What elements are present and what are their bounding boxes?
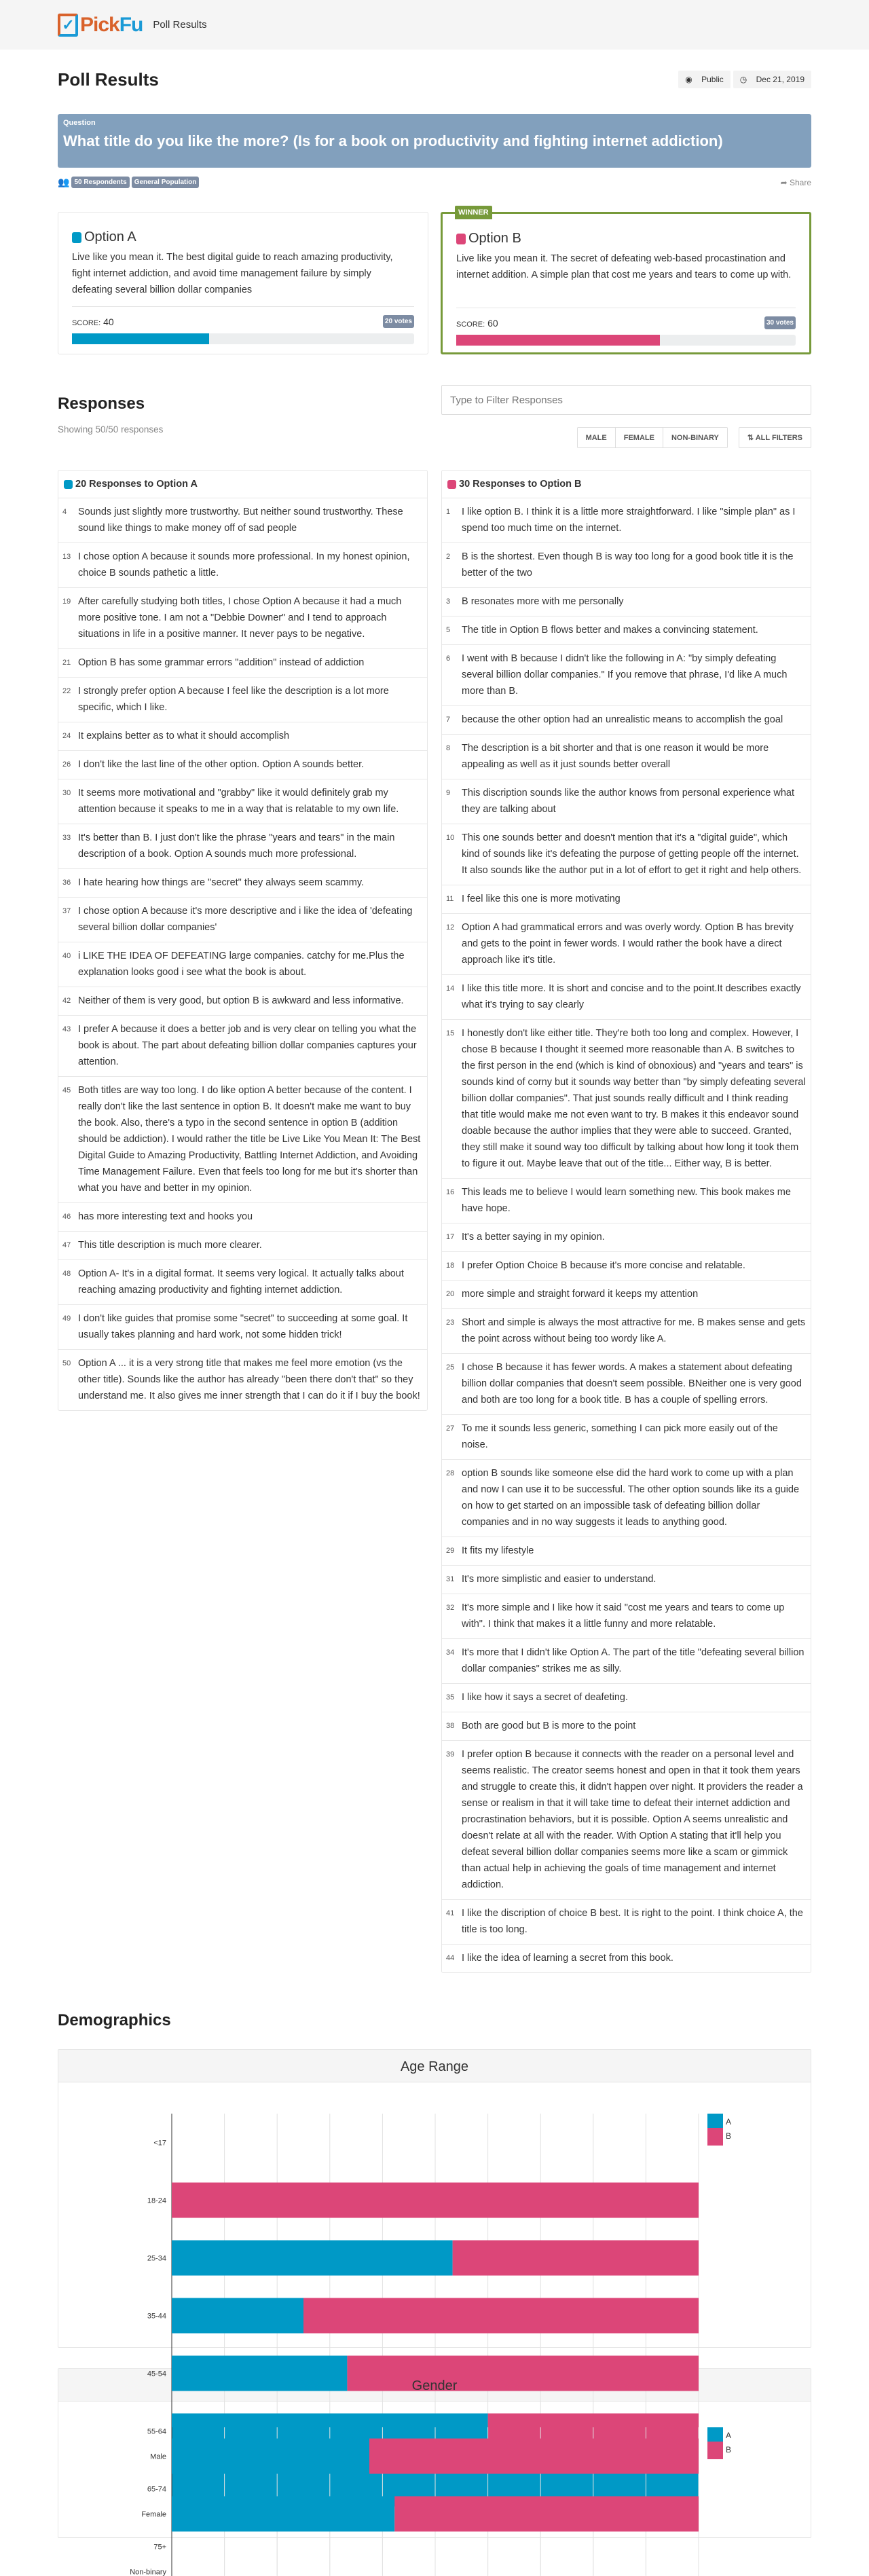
response-text: It seems more motivational and "grabby" like it would definitely grab my attention because it speaks to me in a way that is relatable to my own life.: [78, 785, 423, 817]
legend-label: A: [726, 2117, 731, 2127]
response-item: [58, 588, 427, 649]
question-label: Question: [63, 119, 806, 127]
bar-b-male: [369, 2439, 699, 2474]
option-a-card: [58, 212, 428, 354]
score-label: SCORE:: [72, 319, 100, 327]
option-name: Option A: [84, 229, 136, 245]
response-number: 41: [446, 1905, 462, 1938]
y-tick-label: Female: [141, 2511, 166, 2519]
column-header: 30 Responses to Option B: [459, 479, 581, 490]
response-text: I like this title more. It is short and concise and to the point.It describes exactly what it's trying to say clearly: [462, 980, 807, 1013]
option-a-color-swatch: [64, 480, 73, 489]
response-number: 1: [446, 504, 462, 536]
response-number: 39: [446, 1746, 462, 1893]
response-item: [442, 1566, 811, 1594]
response-text: I like the idea of learning a secret from this book.: [462, 1950, 673, 1966]
response-text: because the other option had an unrealistic means to accomplish the goal: [462, 712, 783, 728]
response-item: [442, 543, 811, 588]
response-item: [58, 779, 427, 824]
response-number: 20: [446, 1286, 462, 1302]
response-number: 12: [446, 919, 462, 968]
response-item: [58, 869, 427, 898]
response-text: Option A had grammatical errors and was overly wordy. Option B has brevity and gets to the point in fewer words. I would rather the book have a direct approach like it's title.: [462, 919, 807, 968]
sliders-icon: ⇅: [747, 434, 756, 442]
response-item: [58, 1350, 427, 1410]
response-text: I prefer A because it does a better job and is very clear on telling you what the book is about. The part about defeating billion dollar companies captures your attention.: [78, 1021, 423, 1070]
response-text: I prefer option B because it connects with the reader on a personal level and seems realistic. The creator seems honest and open in that it took them years and struggle to create this, it didn't happen over night. It providers the reader a sense or realism in that it will take time to defeat their internet addiction and procrastination behaviors, but it is possible. Option A seems unrealistic and doesn't relate at all with the reader. With Option A stating that it'll help you defeat several billion dollar companies seems more like a scam or gimmick than actual help in achieving the goals of time management and internet addiction.: [462, 1746, 807, 1893]
response-item: [442, 1354, 811, 1415]
response-item: [58, 1016, 427, 1077]
response-text: Both titles are way too long. I do like option A better because of the content. I really don't like the last sentence in option B. It doesn't make me want to buy the book. Also, there's a typo in the second sentence in option B (addition should be addiction). I would rather the title be Live Like You Mean It: The Best Digital Guide to Amazing Productivity, Battling Internet Addiction, and Avoiding Time Management Failure. Even that feels too long for me but it's shorter than what you have and better in my opinion.: [78, 1082, 423, 1196]
response-item: [442, 1537, 811, 1566]
response-item: [442, 588, 811, 617]
response-text: I chose option A because it's more descriptive and i like the idea of 'defeating several billion dollar companies': [78, 903, 423, 936]
responses-heading: Responses: [58, 394, 163, 413]
date-badge: ◷ Dec 21, 2019: [733, 71, 811, 88]
response-number: 40: [62, 948, 78, 980]
response-text: The title in Option B flows better and makes a convincing statement.: [462, 622, 758, 638]
response-text: To me it sounds less generic, something I can pick more easily out of the noise.: [462, 1420, 807, 1453]
response-number: 21: [62, 655, 78, 671]
response-number: 18: [446, 1257, 462, 1274]
option-a-color-swatch: [72, 232, 81, 243]
winner-badge: WINNER: [455, 206, 492, 219]
y-tick-label: 45-54: [147, 2370, 166, 2378]
response-item: [442, 1945, 811, 1972]
response-text: Option A- It's in a digital format. It seems very logical. It actually talks about reaching amazing productivity and fighting internet addiction.: [78, 1266, 423, 1298]
bar-b-45-54: [347, 2356, 699, 2391]
response-number: 32: [446, 1600, 462, 1632]
response-text: Short and simple is always the most attractive for me. B makes sense and gets the point across without being too wordy like A.: [462, 1314, 807, 1347]
response-text: Neither of them is very good, but option B is awkward and less informative.: [78, 993, 404, 1009]
votes-badge: 30 votes: [764, 316, 796, 329]
response-text: The description is a bit shorter and that is one reason it would be more appealing as well as it just sounds better overall: [462, 740, 807, 773]
response-text: It's more that I didn't like Option A. The part of the title "defeating several billion dollar companies" strikes me as silly.: [462, 1644, 807, 1677]
response-text: i LIKE THE IDEA OF DEFEATING large companies. catchy for me.Plus the explanation looks good i see what the book is about.: [78, 948, 423, 980]
response-number: 42: [62, 993, 78, 1009]
response-item: [442, 975, 811, 1020]
response-item: [442, 914, 811, 975]
response-number: 4: [62, 504, 78, 536]
question-text: What title do you like the more? (Is for a book on productivity and fighting internet addiction): [63, 132, 806, 150]
share-icon: ➦: [781, 178, 790, 187]
response-text: This leads me to believe I would learn something new. This book makes me have hope.: [462, 1184, 807, 1217]
response-item: [442, 1309, 811, 1354]
response-number: 25: [446, 1359, 462, 1408]
y-tick-label: 65-74: [147, 2486, 166, 2494]
response-text: I prefer Option Choice B because it's more concise and relatable.: [462, 1257, 745, 1274]
response-text: This discription sounds like the author knows from personal experience what they are talking about: [462, 785, 807, 817]
response-text: I like the discription of choice B best. It is right to the point. I think choice A, the title is too long.: [462, 1905, 807, 1938]
response-item: [442, 1594, 811, 1639]
top-nav: [0, 0, 869, 50]
bar-a-25-34: [172, 2241, 453, 2276]
response-number: 7: [446, 712, 462, 728]
bar-b-female: [394, 2497, 699, 2532]
response-number: 29: [446, 1543, 462, 1559]
response-item: [58, 498, 427, 543]
response-text: I strongly prefer option A because I feel like the description is a lot more specific, which I like.: [78, 683, 423, 716]
response-item: [442, 779, 811, 824]
chart-title: Gender: [58, 2369, 811, 2402]
response-number: 48: [62, 1266, 78, 1298]
response-item: [442, 1900, 811, 1945]
response-item: [442, 617, 811, 645]
y-tick-label: 18-24: [147, 2197, 166, 2205]
response-text: I don't like guides that promise some "secret" to succeeding at some goal. It usually takes planning and hard work, not some hidden trick!: [78, 1310, 423, 1343]
filter-male-button[interactable]: MALE: [578, 428, 615, 447]
response-text: I chose option A because it sounds more professional. In my honest opinion, choice B sounds pathetic a little.: [78, 549, 423, 581]
response-number: 26: [62, 756, 78, 773]
response-number: 49: [62, 1310, 78, 1343]
response-item: [58, 898, 427, 942]
response-item: [58, 1232, 427, 1260]
response-item: [442, 1179, 811, 1223]
legend-swatch-b: [707, 2128, 723, 2146]
population-badge: General Population: [132, 177, 200, 188]
response-item: [58, 678, 427, 722]
response-text: It's more simple and I like how it said "cost me years and tears to come up with". I think that makes it a little funny and more relatable.: [462, 1600, 807, 1632]
response-item: [58, 751, 427, 779]
response-item: [58, 987, 427, 1016]
response-text: B resonates more with me personally: [462, 593, 624, 610]
column-header: 20 Responses to Option A: [75, 479, 198, 490]
response-number: 8: [446, 740, 462, 773]
bar-b-25-34: [453, 2241, 699, 2276]
response-number: 22: [62, 683, 78, 716]
score-bar-fill: [72, 333, 209, 344]
score-value: 60: [487, 318, 498, 329]
response-text: B is the shortest. Even though B is way too long for a good book title it is the better of the two: [462, 549, 807, 581]
chart-title: Age Range: [58, 2050, 811, 2082]
response-item: [442, 1460, 811, 1537]
bar-a-male: [172, 2439, 369, 2474]
response-text: option B sounds like someone else did the hard work to come up with a plan and now I can use it to be successful. The other option sounds like its a guide on how to get started on an impossible task of defeating billion dollar companies and in no way suggests it leads to anything good.: [462, 1465, 807, 1530]
option-name: Option B: [468, 231, 521, 246]
response-text: It's more simplistic and easier to understand.: [462, 1571, 656, 1587]
response-number: 31: [446, 1571, 462, 1587]
response-number: 30: [62, 785, 78, 817]
response-number: 44: [446, 1950, 462, 1966]
response-text: After carefully studying both titles, I chose Option A because it had a much more positive tone. I am not a "Debbie Downer" and I tend to approach situations in life in a positive manner. It never pays to be negative.: [78, 593, 423, 642]
response-number: 46: [62, 1209, 78, 1225]
response-text: It fits my lifestyle: [462, 1543, 534, 1559]
demographics-heading: Demographics: [58, 2011, 811, 2030]
option-a-responses: [58, 470, 428, 1411]
response-text: has more interesting text and hooks you: [78, 1209, 253, 1225]
y-tick-label: Male: [150, 2453, 166, 2461]
response-number: 37: [62, 903, 78, 936]
response-number: 15: [446, 1025, 462, 1172]
response-text: This title description is much more clearer.: [78, 1237, 262, 1253]
response-item: [442, 1252, 811, 1281]
filter-responses-input[interactable]: [441, 385, 811, 415]
response-number: 27: [446, 1420, 462, 1453]
pickfu-logo[interactable]: ✓ Pick Fu: [58, 14, 143, 37]
response-number: 28: [446, 1465, 462, 1530]
response-text: I chose B because it has fewer words. A makes a statement about defeating billion dollar companies that doesn't seem possible. BNeither one is very good and both are too long for a book title. B has a couple of spelling errors.: [462, 1359, 807, 1408]
response-item: [58, 1077, 427, 1203]
response-item: [442, 1223, 811, 1252]
response-item: [442, 1684, 811, 1712]
y-tick-label: 35-44: [147, 2313, 166, 2321]
legend-swatch-b: [707, 2442, 723, 2459]
y-tick-label: 55-64: [147, 2428, 166, 2436]
bar-a-35-44: [172, 2298, 303, 2334]
response-number: 13: [62, 549, 78, 581]
nav-section-title: Poll Results: [153, 19, 206, 31]
response-number: 10: [446, 830, 462, 879]
response-text: This one sounds better and doesn't mention that it's a "digital guide", which kind of sounds like it's defeating the purpose of getting people off the internet. It also sounds like the author put in a lot of effort to get it right and help others.: [462, 830, 807, 879]
response-item: [442, 735, 811, 779]
response-text: Sounds just slightly more trustworthy. But neither sound trustworthy. These sound like things to make money off of sad people: [78, 504, 423, 536]
y-tick-label: 75+: [153, 2543, 166, 2552]
age-range-chart: [58, 2082, 811, 2347]
response-item: [58, 1203, 427, 1232]
response-item: [442, 645, 811, 706]
option-b-color-swatch: [447, 480, 456, 489]
response-item: [58, 722, 427, 751]
users-icon: 👥: [58, 177, 69, 188]
legend-label: B: [726, 2445, 731, 2454]
response-text: I like how it says a secret of deafeting.: [462, 1689, 628, 1706]
response-text: It's a better saying in my opinion.: [462, 1229, 605, 1245]
bar-b-35-44: [303, 2298, 699, 2334]
response-text: more simple and straight forward it keeps my attention: [462, 1286, 698, 1302]
response-item: [442, 498, 811, 543]
bar-b-18-24: [172, 2183, 699, 2218]
score-bar: [72, 333, 414, 344]
response-number: 35: [446, 1689, 462, 1706]
response-item: [58, 649, 427, 678]
visibility-badge: ◉ Public: [678, 71, 731, 88]
option-b-card: [441, 212, 811, 354]
response-text: I honestly don't like either title. They're both too long and complex. However, I chose B because I thought it seemed more reasonable than A. B switches to the first person in the end (which is kind of obnoxious) and "years and tears" is sounds kind of corny but it sounds way better than "by simply defeating several billion dollar companies". That just sounds really difficult and I think reading that title would make me not even want to try. B makes it this endeavor sound doable because the author implies that they were able to succeed. Granted, they still make it sound way too difficult by talking about how long it took them to figure it out. Maybe leave that out of the title... Either way, B is better.: [462, 1025, 807, 1172]
response-number: 14: [446, 980, 462, 1013]
response-item: [442, 1712, 811, 1741]
bar-a-female: [172, 2497, 394, 2532]
bar-a-45-54: [172, 2356, 347, 2391]
option-text: Live like you mean it. The best digital guide to reach amazing productivity, fight internet addiction, and avoid time management failure by simply defeating several billion dollar companies: [72, 249, 414, 302]
response-number: 9: [446, 785, 462, 817]
response-number: 24: [62, 728, 78, 744]
response-number: 45: [62, 1082, 78, 1196]
eye-icon: ◉: [682, 71, 698, 88]
responses-count: Showing 50/50 responses: [58, 424, 163, 435]
response-number: 43: [62, 1021, 78, 1070]
response-number: 38: [446, 1718, 462, 1734]
response-number: 16: [446, 1184, 462, 1217]
response-text: I feel like this one is more motivating: [462, 891, 621, 907]
age-range-panel: [58, 2049, 811, 2348]
response-number: 19: [62, 593, 78, 642]
legend-label: A: [726, 2431, 731, 2440]
question-box: [58, 114, 811, 168]
page-title: Poll Results: [58, 69, 159, 90]
response-item: [442, 706, 811, 735]
option-text: Live like you mean it. The secret of defeating web-based procastination and internet addition. A simple plan that cost me years and tears to come up with.: [456, 251, 796, 303]
response-item: [58, 942, 427, 987]
response-text: I don't like the last line of the other option. Option A sounds better.: [78, 756, 364, 773]
response-number: 33: [62, 830, 78, 862]
response-number: 2: [446, 549, 462, 581]
y-tick-label: <17: [153, 2139, 166, 2148]
response-number: 3: [446, 593, 462, 610]
score-bar: [456, 335, 796, 346]
response-number: 6: [446, 650, 462, 699]
response-number: 34: [446, 1644, 462, 1677]
filter-female-button[interactable]: FEMALE: [615, 428, 663, 447]
legend-label: B: [726, 2131, 731, 2141]
response-item: [442, 885, 811, 914]
score-value: 40: [103, 316, 114, 327]
response-number: 17: [446, 1229, 462, 1245]
votes-badge: 20 votes: [383, 315, 414, 328]
response-number: 23: [446, 1314, 462, 1347]
response-text: Option B has some grammar errors "addition" instead of addiction: [78, 655, 364, 671]
all-filters-button[interactable]: ⇅ ALL FILTERS: [739, 427, 811, 448]
response-number: 11: [446, 891, 462, 907]
response-text: It's better than B. I just don't like the phrase "years and tears" in the main description of a book. Option A sounds much more professional.: [78, 830, 423, 862]
response-item: [58, 1260, 427, 1305]
response-text: I hate hearing how things are "secret" they always seem scammy.: [78, 875, 364, 891]
response-item: [58, 543, 427, 588]
y-tick-label: 25-34: [147, 2255, 166, 2263]
checkbox-logo-icon: ✓: [58, 14, 78, 37]
response-item: [58, 824, 427, 869]
response-text: I like option B. I think it is a little more straightforward. I like "simple plan" as I spend too much time on the internet.: [462, 504, 807, 536]
response-number: 47: [62, 1237, 78, 1253]
filter-non-binary-button[interactable]: NON-BINARY: [663, 428, 727, 447]
option-b-responses: [441, 470, 811, 1973]
respondents-badge: 50 Respondents: [71, 177, 129, 188]
response-text: It explains better as to what it should accomplish: [78, 728, 289, 744]
share-button[interactable]: ➦ Share: [781, 178, 811, 187]
score-bar-fill: [456, 335, 660, 346]
response-item: [442, 1281, 811, 1309]
response-item: [442, 1639, 811, 1684]
response-text: Both are good but B is more to the point: [462, 1718, 635, 1734]
response-item: [442, 824, 811, 885]
response-item: [442, 1020, 811, 1179]
y-tick-label: Non-binary: [130, 2569, 166, 2576]
option-b-color-swatch: [456, 234, 466, 244]
response-item: [442, 1415, 811, 1460]
score-label: SCORE:: [456, 320, 485, 329]
clock-icon: ◷: [737, 71, 753, 88]
response-number: 36: [62, 875, 78, 891]
response-text: I went with B because I didn't like the following in A: "by simply defeating several billion dollar companies." If you remove that phrase, I'd like A much more than B.: [462, 650, 807, 699]
response-item: [58, 1305, 427, 1350]
response-text: Option A ... it is a very strong title that makes me feel more emotion (vs the other title). Sounds like the author has already "been there don't that" so they understand me. It also gives me inner strength that I can do it if I buy the book!: [78, 1355, 423, 1404]
response-item: [442, 1741, 811, 1900]
response-number: 50: [62, 1355, 78, 1404]
response-number: 5: [446, 622, 462, 638]
